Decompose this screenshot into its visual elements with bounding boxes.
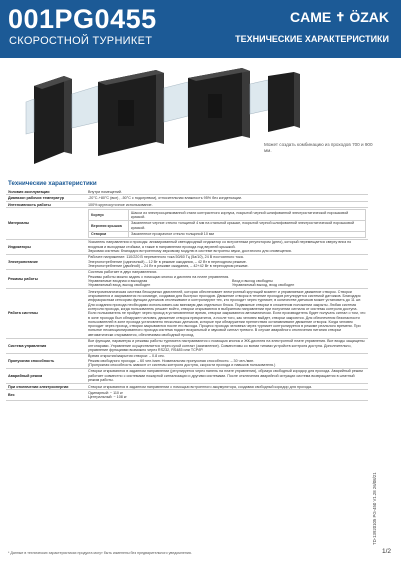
mode-item: Вход и выход свободны (232, 279, 273, 284)
glass-flap-2 (26, 99, 34, 134)
model-number: 001PG0455 (8, 4, 157, 34)
modes-row-2 (88, 283, 366, 287)
spec-value: Электромеханическая система бесшумных двигателей, которая обеспечивает электронный крутящий момент и управляемое движение створок. Створки открываются и закрываются по команде, создавая для быстрых проходов. Движение створок в течение проходов регулируется системой датчиков. Благодаря инфракрасным сенсорам функции датчиков отслеживают и контролируют тех, кто проходит через турникет, в количестве датчиков может установить до 11 шт. Для создания прохода необходимо использовать как минимум два отдельных блока. Подвижные створки в сложенном положении закрыты. Любая система контроля прохода, когда пользователь решает войти, створки открываются в выбранном направлении при получении сигнала от системы контроля доступа. Если пользователь не пройдет через проход в установленное время, створки закрываются автоматически. Если производитель будет получать сигнал о том, что в зоне прохода был обнаружен человек, движение створок прекратится, а после того, как человек выйдет, створки закроются. Для обеспечения безопасности пользователей в зоне прохода установлено несколько датчиков, которые при обнаружении препятствия останавливают движение створок. Когда человек проходит через проход, створки закрываются после его выхода. Процесс прохода человека через турникет контролируется в режиме реального времени. При попытке несанкционированного прохода система подаст визуальный и звуковой сигнал тревоги. В случае аварийного отключения питания створки автоматически открываются, обеспечивая свободный проход. (86, 289, 368, 338)
turnstile-cabinet-4-side (294, 72, 300, 128)
spec-label: Система управления (6, 338, 86, 353)
footnote: * Данные в технических характеристиках продукта могут быть изменены без предварительного уведомления. (8, 551, 192, 555)
indicators-line-1: Указатель направления и проходы: анимированный светодиодный индикатор со встроенным регулятором (днео), который перемещается сверху вниз по входным и выходным стойкам, а также в направлении прохода под верхней крышкой. (88, 240, 352, 249)
spec-label: При отключении электроэнергии (6, 383, 86, 389)
spec-row-control (6, 338, 368, 353)
indicators-line-2: Звуковая система: благодаря встроенному звуковому модулю в системе встроены звуки, достаточно для оповещения. (88, 248, 292, 253)
mode-item: Управляемые входная и выходная (88, 279, 148, 284)
materials-cover-label: Верхняя крышка (89, 220, 129, 231)
spec-row-modes (6, 269, 368, 288)
turnstile-photo (6, 62, 306, 172)
glass-flap-1 (72, 86, 98, 128)
turnstile-cabinet-1 (34, 76, 64, 164)
glass-flap-4 (250, 80, 268, 114)
spec-row-system (6, 289, 368, 338)
spec-label: Материалы (6, 208, 86, 239)
spec-value: Все функции, параметры и режимы работы турникета настраиваются с помощью кнопок и ЖК-дисплея на электронной плате управления. Все входы защищены оптопарами. Управление осуществляется через сухой контакт (заземление). Совместимы со всеми типами устройств контроля доступа. Дополнительно, управление функциями возможно через RS232, RS485 или TCP/IP. (86, 338, 368, 353)
materials-body-value: Шасси из электрооцинкованной стали контрастного корпуса, покрытой черной шлифованной электростатической порошковой краской. (129, 210, 366, 221)
turnstile-cabinet-3-side (242, 68, 250, 138)
spec-row-indicators (6, 239, 368, 254)
materials-flaps-value: Закаленное прозрачное стекло толщиной 10 мм (129, 231, 366, 237)
spec-row-materials (6, 208, 368, 239)
weight-line-2: Центральный: ~ 108 кг (88, 395, 127, 400)
power-line-1: Рабочее напряжение: 110/220 В переменного тока 50/60 Гц (5а/10), 24 В постоянного тока. (88, 255, 244, 260)
page-number: 1/2 (381, 548, 391, 555)
throughput-line-2: Режим свободного прохода: – 60 чел./мин. Номинальная пропускная способность: – 30 чел./мин. (88, 358, 255, 363)
section-title: Технические характеристики (8, 180, 97, 187)
brand-came: CAME (290, 9, 332, 25)
throughput-line-3: (Пропускная способность зависит от системы контроля доступа, скорости прохода и навыков пользователя.) (88, 362, 276, 367)
power-line-3: Энергопотребление (двойной) – 24 Вт в режиме ожидания, – 42+42 Вт в переходном режиме. (88, 263, 249, 268)
cabinet-2-panel (118, 100, 134, 126)
spec-label: Вес (6, 390, 86, 401)
brand-ozak: ÖZAK (349, 9, 389, 25)
spec-label: Интенсивность работы (6, 201, 86, 207)
photo-caption: Может создать комбинацию из проходов 700 и 900 мм. (264, 142, 373, 153)
spec-label: Аварийный режим (6, 368, 86, 383)
brand-logo (290, 9, 389, 25)
materials-flaps-label: Створки (89, 231, 129, 237)
brand-separator-icon: ✝ (335, 10, 346, 24)
spec-row-emergency (6, 368, 368, 383)
turnstile-cabinet-1-side (64, 76, 72, 154)
document-code: TD-13920105 PG-450 V1.28 26/08/21 (372, 472, 377, 545)
weight-line-1: Одинарный: ~ 110 кг (88, 390, 123, 395)
spec-label: Пропускная способность (6, 353, 86, 368)
materials-body-label: Корпус (89, 210, 129, 221)
spec-label: Индикаторы (6, 239, 86, 254)
spec-label: Работа системы (6, 289, 86, 338)
spec-label: Электропитание (6, 254, 86, 269)
mode-item: Управляемый вход, выход свободен (88, 283, 151, 288)
materials-subtable (88, 209, 366, 238)
modes-line-1: Система работает в двух направлениях. (88, 270, 158, 275)
modes-line-2: Режимы работы можно задать с помощью кнопок и дисплея на плате управления. (88, 274, 230, 279)
spec-row-weight (6, 390, 368, 401)
spec-row-throughput (6, 353, 368, 368)
power-line-2: Энергопотребление (одиночный) – 12 Вт в режиме ожидания, – 42 Вт в переходном режиме. (88, 259, 247, 264)
glass-flap-3 (164, 82, 188, 122)
spec-value: Створки открываются в заданном направлении (регулируется через панель на плате управления), образуя свободный коридор для прохода. Аварийный режим работает совместно с системами пожарной сигнализации и другими системами. После отключения аварийной ситуации система возвращается в штатный режим работы. (86, 368, 368, 383)
spec-value: Створки открываются в заданном направлении с помощью встроенного аккумулятора, создавая свободный коридор для прохода. (86, 383, 368, 389)
spec-value: -20°C-+80°C (вкл) , -50°C с подогревом), относительная влажность 95% без конденсации. (86, 195, 368, 201)
header-bar (0, 0, 401, 58)
document-kind: ТЕХНИЧЕСКИЕ ХАРАКТЕРИСТИКИ (235, 34, 389, 44)
spec-table (6, 189, 368, 401)
turnstile-cabinet-2-side (156, 70, 164, 144)
spec-label: Режимы работы (6, 269, 86, 288)
spec-value: 100% круглосуточное использование. (86, 201, 368, 207)
cabinet-3-panel (208, 94, 222, 118)
spec-label: Условия эксплуатации (6, 189, 86, 195)
materials-cover-value: Закаленное черное стекло толщиной 4 мм на стальной крышке, покрытой черной шлифованной электростатической порошковой краской. (129, 220, 366, 231)
spec-row-power (6, 254, 368, 269)
spec-value: Внутри помещений. (86, 189, 368, 195)
turnstile-cabinet-4 (268, 72, 294, 132)
mode-item: Управляемый выход, вход свободен (232, 283, 295, 288)
product-subtitle: СКОРОСТНОЙ ТУРНИКЕТ (9, 35, 153, 47)
spec-label: Диапазон рабочих температур (6, 195, 86, 201)
throughput-line-1: Время открытия/закрытия створки: – 0.8 сек. (88, 354, 165, 359)
